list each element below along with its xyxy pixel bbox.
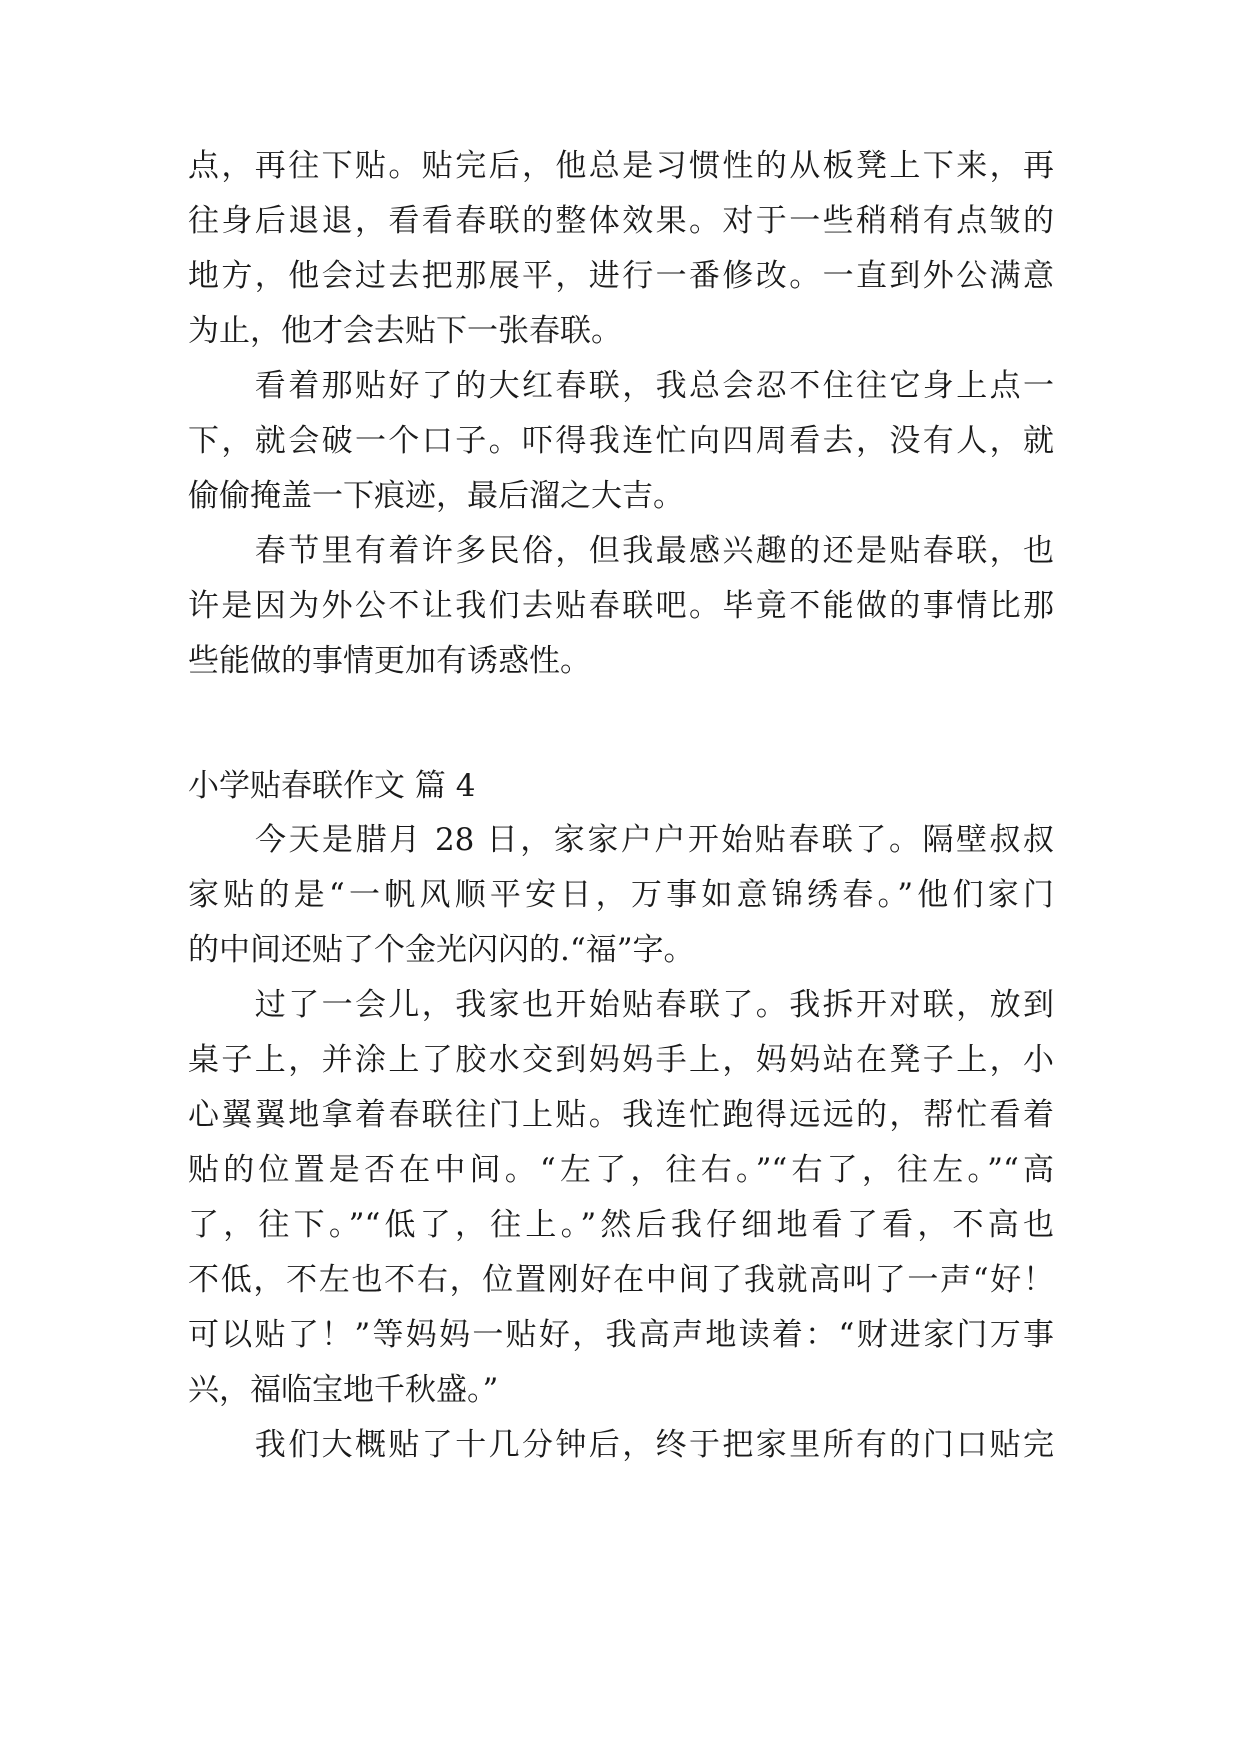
text-line: 看着那贴好了的大红春联，我总会忍不住往它身上点一 bbox=[188, 368, 1054, 404]
text-line: 点，再往下贴。贴完后，他总是习惯性的从板凳上下来，再 bbox=[188, 148, 1054, 184]
text-line: 过了一会儿，我家也开始贴春联了。我拆开对联，放到 bbox=[188, 987, 1054, 1023]
text-line: 心翼翼地拿着春联往门上贴。我连忙跑得远远的，帮忙看着 bbox=[188, 1097, 1054, 1133]
section-heading: 小学贴春联作文 篇 4 bbox=[188, 768, 476, 804]
text-line: 为止，他才会去贴下一张春联。 bbox=[188, 313, 622, 349]
text-line: 可以贴了！”等妈妈一贴好，我高声地读着：“财进家门万事 bbox=[188, 1317, 1054, 1353]
text-line: 今天是腊月 28 日，家家户户开始贴春联了。隔壁叔叔 bbox=[188, 822, 1054, 858]
text-line: 家贴的是“一帆风顺平安日，万事如意锦绣春。”他们家门 bbox=[188, 877, 1054, 913]
text-line: 偷偷掩盖一下痕迹，最后溜之大吉。 bbox=[188, 478, 684, 514]
text-line: 我们大概贴了十几分钟后，终于把家里所有的门口贴完 bbox=[188, 1427, 1054, 1463]
text-line: 了，往下。”“低了，往上。”然后我仔细地看了看，不高也 bbox=[188, 1207, 1054, 1243]
text-line: 些能做的事情更加有诱惑性。 bbox=[188, 643, 591, 679]
text-line: 春节里有着许多民俗，但我最感兴趣的还是贴春联，也 bbox=[188, 533, 1054, 569]
text-line: 贴的位置是否在中间。“左了，往右。”“右了，往左。”“高 bbox=[188, 1152, 1054, 1188]
text-line: 地方，他会过去把那展平，进行一番修改。一直到外公满意 bbox=[188, 258, 1054, 294]
text-line: 下，就会破一个口子。吓得我连忙向四周看去，没有人，就 bbox=[188, 423, 1054, 459]
text-line: 的中间还贴了个金光闪闪的.“福”字。 bbox=[188, 932, 695, 968]
text-line: 往身后退退，看看春联的整体效果。对于一些稍稍有点皱的 bbox=[188, 203, 1054, 239]
text-line: 桌子上，并涂上了胶水交到妈妈手上，妈妈站在凳子上，小 bbox=[188, 1042, 1054, 1078]
text-line: 兴，福临宝地千秋盛。” bbox=[188, 1372, 499, 1408]
text-line: 许是因为外公不让我们去贴春联吧。毕竟不能做的事情比那 bbox=[188, 588, 1054, 624]
text-line: 不低，不左也不右，位置刚好在中间了我就高叫了一声“好！ bbox=[188, 1262, 1054, 1298]
